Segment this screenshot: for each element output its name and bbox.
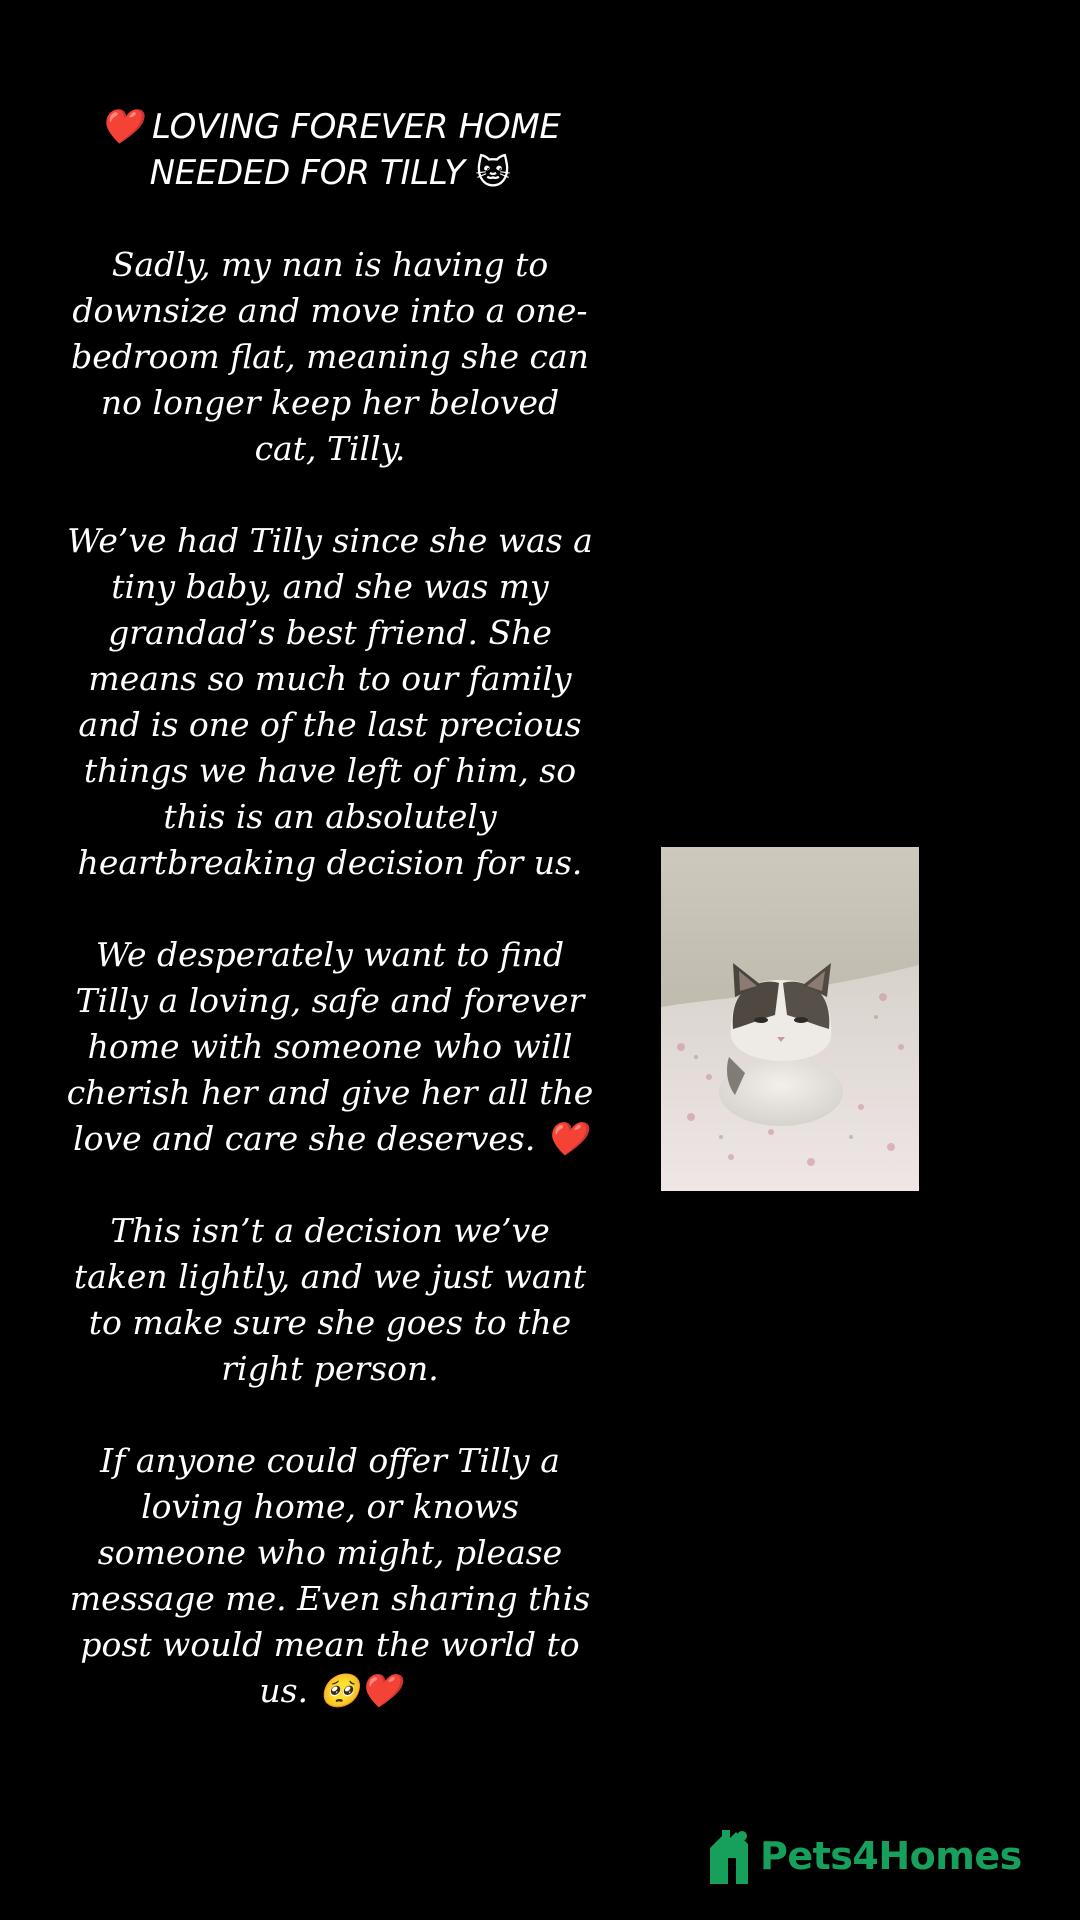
- post-paragraph-2: We’ve had Tilly since she was a tiny baby, and she was my grandad’s best friend. She means so much to our family and is one of the last precious things we have left of him, so this is an absolutely heartbreaking decision for us.: [67, 521, 593, 882]
- post-paragraph-1: Sadly, my nan is having to downsize and move into a one-bedroom flat, meaning she can no longer keep her beloved cat, Tilly.: [71, 245, 589, 468]
- post-paragraph-4: This isn’t a decision we’ve taken lightly, and we just want to make sure she goes to the right person.: [73, 1211, 587, 1388]
- pets4homes-logo: [706, 1826, 1022, 1886]
- pets4homes-logo-text: Pets4Homes: [760, 1834, 1022, 1878]
- cat-photo: [661, 847, 919, 1191]
- post-title: ❤️ LOVING FOREVER HOME NEEDED FOR TILLY 🐱: [99, 107, 561, 193]
- post-text: [66, 104, 594, 1714]
- pets4homes-logo-icon: [706, 1828, 752, 1884]
- post-paragraph-3: We desperately want to find Tilly a loving, safe and forever home with someone who will cherish her and give her all the love and care she deserves. ❤️: [66, 935, 594, 1158]
- post-paragraph-5: If anyone could offer Tilly a loving home, or knows someone who might, please message me. Even sharing this post would mean the world to us. 🥺❤️: [69, 1441, 591, 1710]
- cat-photo-illustration: [661, 847, 919, 1191]
